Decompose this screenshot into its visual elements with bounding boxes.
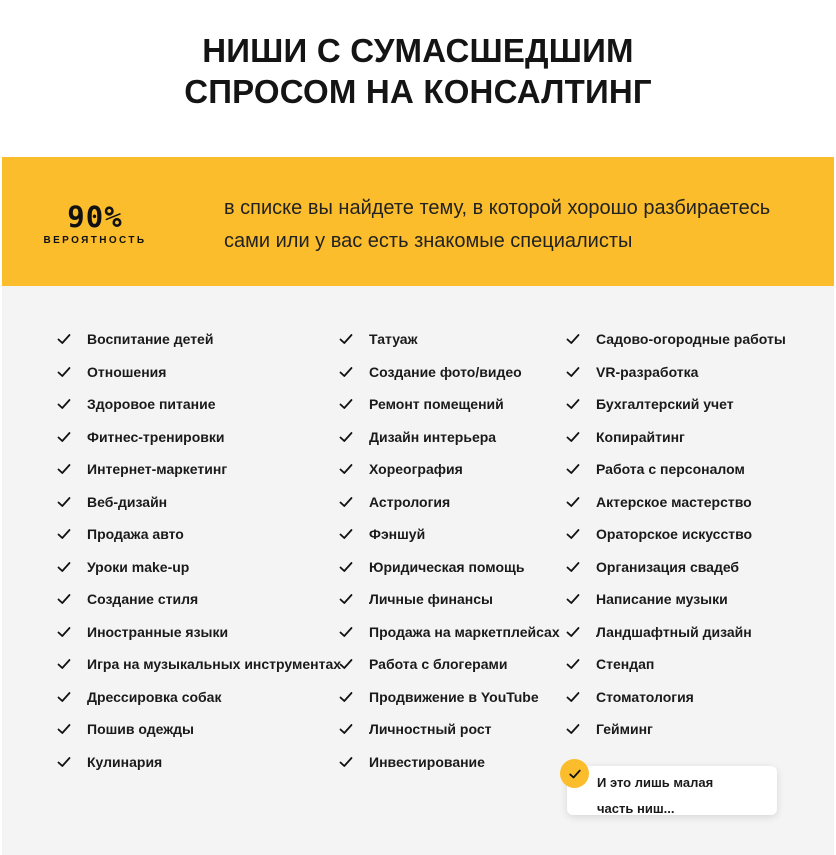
- list-item: [565, 713, 786, 746]
- list-item-label: Продажа авто: [87, 526, 184, 543]
- check-icon: [338, 656, 354, 672]
- check-icon: [565, 429, 581, 445]
- list-item-label: Инвестирование: [369, 753, 485, 770]
- check-icon: [56, 591, 72, 607]
- list-item: [565, 616, 786, 649]
- list-item-label: Здоровое питание: [87, 396, 216, 413]
- check-icon: [338, 364, 354, 380]
- check-icon: [338, 559, 354, 575]
- list-item-label: Астрология: [369, 493, 451, 510]
- check-icon: [56, 429, 72, 445]
- check-icon: [56, 494, 72, 510]
- list-item-label: Создание фото/видео: [369, 363, 522, 380]
- page-title-line-2: СПРОСОМ НА КОНСАЛТИНГ: [184, 73, 652, 110]
- more-niches-note: [567, 766, 777, 815]
- list-item: [565, 453, 786, 486]
- list-item-label: Иностранные языки: [87, 623, 229, 640]
- check-icon: [565, 494, 581, 510]
- check-icon: [565, 721, 581, 737]
- list-item: [338, 681, 560, 714]
- list-item: [56, 453, 341, 486]
- list-item: [338, 616, 560, 649]
- check-icon: [56, 754, 72, 770]
- list-item-label: Уроки make-up: [87, 558, 190, 575]
- list-item: [338, 518, 560, 551]
- list-item: [56, 421, 341, 454]
- list-item: [338, 388, 560, 421]
- check-icon: [56, 331, 72, 347]
- list-item: [338, 648, 560, 681]
- check-icon: [565, 559, 581, 575]
- list-item: [338, 713, 560, 746]
- check-icon: [56, 721, 72, 737]
- note-text-line-2: часть ниш...: [597, 801, 675, 816]
- list-item-label: Гейминг: [596, 721, 653, 738]
- check-icon: [565, 689, 581, 705]
- note-check-badge: [560, 759, 589, 788]
- list-item-label: Личностный рост: [369, 721, 492, 738]
- list-item: [565, 421, 786, 454]
- note-text-line-1: И это лишь малая: [597, 775, 714, 790]
- list-item-label: Продвижение в YouTube: [369, 688, 539, 705]
- banner-description-line-1: в списке вы найдете тему, в которой хорошо разбираетесь: [224, 197, 771, 219]
- check-icon: [338, 331, 354, 347]
- list-item-label: Отношения: [87, 363, 167, 380]
- check-icon: [568, 767, 582, 781]
- list-item-label: Ораторское искусство: [596, 526, 753, 543]
- list-item-label: Личные финансы: [369, 591, 493, 608]
- check-icon: [565, 591, 581, 607]
- list-item-label: Бухгалтерский учет: [596, 396, 734, 413]
- list-item: [56, 518, 341, 551]
- list-item-label: Дизайн интерьера: [369, 428, 497, 445]
- check-icon: [56, 656, 72, 672]
- list-item-label: Работа с блогерами: [369, 656, 508, 673]
- list-item: [56, 616, 341, 649]
- check-icon: [338, 754, 354, 770]
- check-icon: [56, 559, 72, 575]
- check-icon: [338, 461, 354, 477]
- list-item-label: Дрессировка собак: [87, 688, 222, 705]
- check-icon: [565, 526, 581, 542]
- list-item: [565, 583, 786, 616]
- list-item-label: Юридическая помощь: [369, 558, 525, 575]
- list-item-label: Кулинария: [87, 753, 163, 770]
- check-icon: [565, 624, 581, 640]
- probability-value: 90%: [67, 200, 123, 234]
- list-item-label: Копирайтинг: [596, 428, 685, 445]
- check-icon: [56, 461, 72, 477]
- niches-column-3: [565, 323, 786, 746]
- list-item: [565, 323, 786, 356]
- list-item: [56, 486, 341, 519]
- check-icon: [338, 624, 354, 640]
- check-icon: [338, 689, 354, 705]
- list-item-label: Актерское мастерство: [596, 493, 752, 510]
- page-title: [0, 30, 836, 112]
- list-item: [56, 583, 341, 616]
- list-item: [338, 746, 560, 779]
- list-item: [56, 713, 341, 746]
- list-item: [338, 453, 560, 486]
- check-icon: [565, 656, 581, 672]
- list-item: [338, 323, 560, 356]
- list-item-label: Интернет-маркетинг: [87, 461, 228, 478]
- list-item: [565, 648, 786, 681]
- check-icon: [56, 396, 72, 412]
- banner-description-line-2: сами или у вас есть знакомые специалисты: [224, 230, 633, 252]
- list-item-label: Пошив одежды: [87, 721, 195, 738]
- list-item: [56, 648, 341, 681]
- list-item-label: Организация свадеб: [596, 558, 740, 575]
- list-item: [338, 486, 560, 519]
- list-item-label: Стендап: [596, 656, 655, 673]
- probability-stat: [36, 201, 154, 246]
- probability-banner: [2, 157, 834, 286]
- check-icon: [338, 429, 354, 445]
- list-item-label: Ландшафтный дизайн: [596, 623, 752, 640]
- check-icon: [338, 494, 354, 510]
- check-icon: [565, 364, 581, 380]
- list-item-label: Ремонт помещений: [369, 396, 504, 413]
- check-icon: [565, 461, 581, 477]
- check-icon: [56, 689, 72, 705]
- list-item: [56, 356, 341, 389]
- list-item-label: Создание стиля: [87, 591, 199, 608]
- check-icon: [56, 624, 72, 640]
- list-item-label: Воспитание детей: [87, 331, 214, 348]
- check-icon: [56, 526, 72, 542]
- list-item-label: Веб-дизайн: [87, 493, 168, 510]
- list-item: [565, 356, 786, 389]
- list-item-label: Написание музыки: [596, 591, 728, 608]
- banner-description: [224, 192, 814, 258]
- check-icon: [338, 526, 354, 542]
- note-text: [597, 770, 767, 822]
- list-item: [56, 388, 341, 421]
- list-item: [565, 551, 786, 584]
- list-item-label: VR-разработка: [596, 363, 699, 380]
- niches-column-1: [56, 323, 341, 778]
- page-title-line-1: НИШИ С СУМАСШЕДШИМ: [202, 32, 634, 69]
- list-item-label: Фитнес-тренировки: [87, 428, 225, 445]
- list-item: [338, 583, 560, 616]
- list-item-label: Продажа на маркетплейсах: [369, 623, 560, 640]
- list-item: [338, 356, 560, 389]
- check-icon: [565, 396, 581, 412]
- list-item-label: Татуаж: [369, 331, 418, 348]
- check-icon: [565, 331, 581, 347]
- check-icon: [338, 721, 354, 737]
- list-item: [56, 746, 341, 779]
- list-item: [565, 486, 786, 519]
- list-item: [56, 681, 341, 714]
- list-item-label: Стоматология: [596, 688, 694, 705]
- list-item: [338, 421, 560, 454]
- niches-column-2: [338, 323, 560, 778]
- list-item-label: Игра на музыкальных инструментах: [87, 656, 342, 673]
- check-icon: [338, 396, 354, 412]
- list-item-label: Садово-огородные работы: [596, 331, 786, 348]
- check-icon: [338, 591, 354, 607]
- list-item: [565, 388, 786, 421]
- list-item: [338, 551, 560, 584]
- probability-label: ВЕРОЯТНОСТЬ: [43, 235, 147, 246]
- check-icon: [56, 364, 72, 380]
- list-item: [565, 681, 786, 714]
- niches-list: [2, 286, 834, 855]
- list-item: [56, 323, 341, 356]
- list-item-label: Фэншуй: [369, 526, 426, 543]
- list-item-label: Работа с персоналом: [596, 461, 745, 478]
- list-item-label: Хореография: [369, 461, 463, 478]
- list-item: [565, 518, 786, 551]
- list-item: [56, 551, 341, 584]
